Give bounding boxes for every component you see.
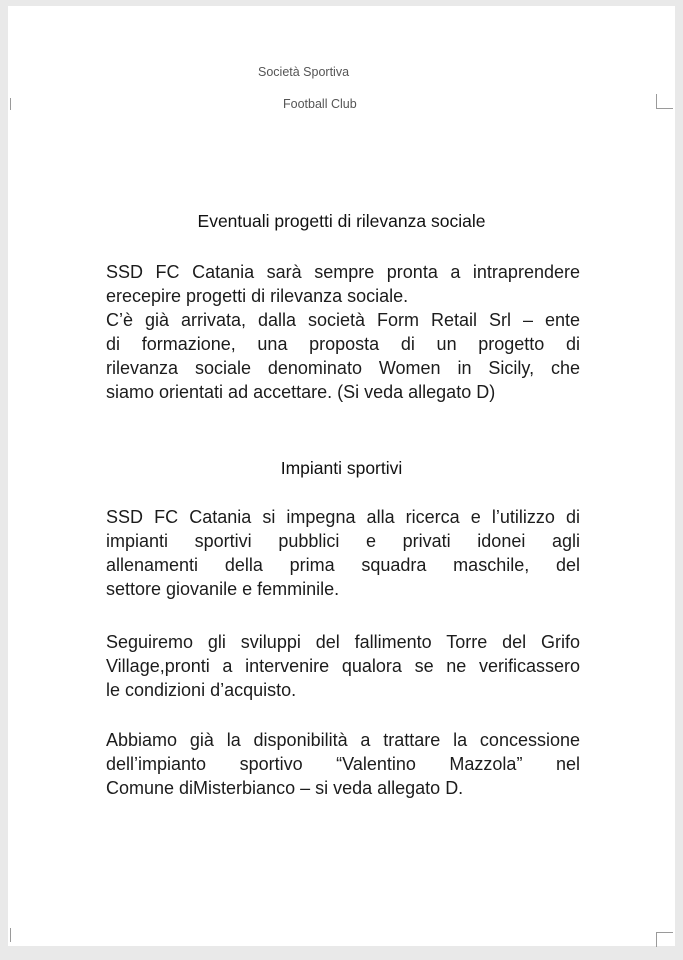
paragraph-line: siamo orientati ad accettare. (Si veda allegato D) [106,382,496,402]
crop-mark-bottom-left [10,928,11,942]
paragraph-valentino-mazzola [106,728,580,800]
paragraph-line: rilevanza sociale denominato Women in Sicily, che [106,358,580,378]
paragraph-line: Comune diMisterbianco – si veda allegato D. [106,778,464,798]
paragraph-line: SSD FC Catania si impegna alla ricerca e l’utilizzo di [106,507,580,527]
paragraph-line: di formazione, una proposta di un progetto di [106,334,580,354]
crop-mark-bottom-right [656,932,673,947]
paragraph-torre-del-grifo [106,630,580,702]
paragraph-line: Village,pronti a intervenire qualora se ne verificassero [106,656,580,676]
paragraph-line: SSD FC Catania sarà sempre pronta a intraprendere [106,262,580,282]
paragraph-line: Abbiamo già la disponibilità a trattare la concessione [106,730,580,750]
header-club-name: Football Club [283,97,357,111]
paragraph-social-projects [106,260,580,404]
paragraph-line: allenamenti della prima squadra maschile, del [106,555,580,575]
paragraph-line: impianti sportivi pubblici e privati idonei agli [106,531,580,551]
paragraph-line: dell’impianto sportivo “Valentino Mazzola” nel [106,754,580,774]
paragraph-line: Seguiremo gli sviluppi del fallimento Torre del Grifo [106,632,580,652]
crop-mark-top-right [656,94,673,109]
paragraph-line: erecepire progetti di rilevanza sociale. [106,286,409,306]
paragraph-line: settore giovanile e femminile. [106,579,340,599]
document-page [8,6,675,946]
paragraph-line: le condizioni d’acquisto. [106,680,297,700]
section-title-sports-facilities: Impianti sportivi [280,458,403,478]
section-title-social-projects: Eventuali progetti di rilevanza sociale [197,211,486,231]
paragraph-facilities-commitment [106,505,580,601]
header-club-type: Società Sportiva [258,65,350,79]
paragraph-line: C’è già arrivata, dalla società Form Retail Srl – ente [106,310,580,330]
crop-mark-top-left [10,98,11,110]
